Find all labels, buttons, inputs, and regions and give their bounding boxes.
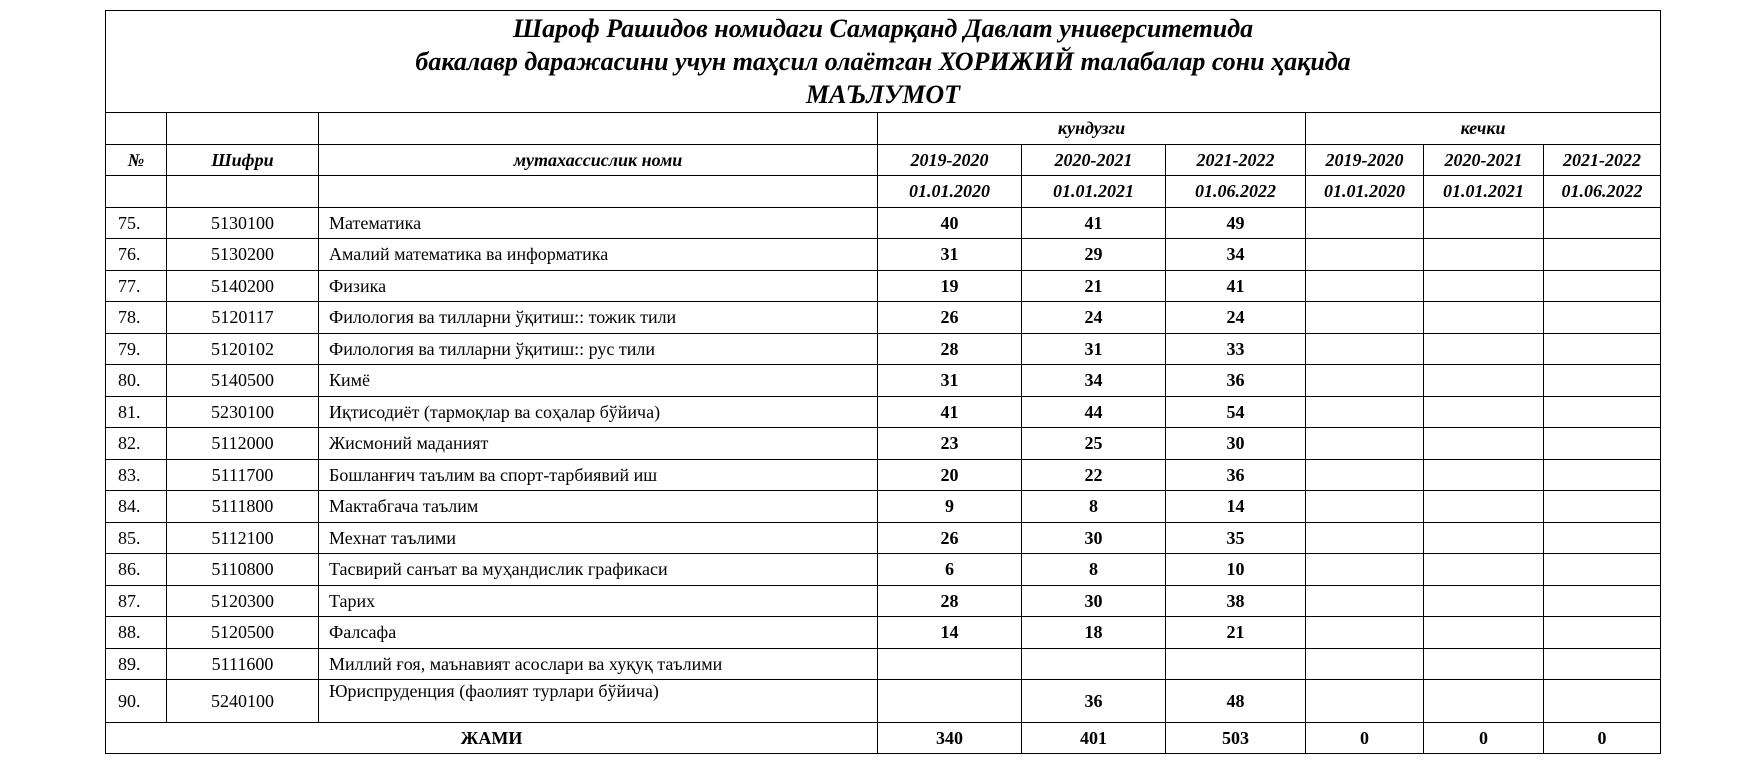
student-count	[1544, 396, 1661, 428]
total-value: 0	[1424, 723, 1544, 754]
student-count	[1306, 554, 1424, 586]
student-count: 36	[1166, 365, 1306, 397]
total-value: 0	[1306, 723, 1424, 754]
row-number: 81.	[106, 396, 167, 428]
student-count: 21	[1166, 617, 1306, 649]
student-count	[1424, 522, 1544, 554]
specialty-code: 5130100	[167, 207, 319, 239]
specialty-code: 5140200	[167, 270, 319, 302]
table-row	[106, 365, 1661, 397]
student-count	[1544, 207, 1661, 239]
header-year: 2019-2020	[1306, 144, 1424, 176]
specialty-code: 5130200	[167, 239, 319, 271]
total-row	[106, 723, 1661, 754]
header-code: Шифри	[167, 144, 319, 176]
student-count: 44	[1022, 396, 1166, 428]
student-count	[1306, 207, 1424, 239]
student-count	[1424, 428, 1544, 460]
specialty-name: Иқтисодиёт (тармоқлар ва соҳалар бўйича)	[319, 396, 878, 428]
student-count	[1424, 648, 1544, 680]
specialty-code: 5140500	[167, 365, 319, 397]
header-date: 01.01.2020	[1306, 176, 1424, 208]
specialty-name: Амалий математика ва информатика	[319, 239, 878, 271]
table-row	[106, 270, 1661, 302]
header-blank-cell	[319, 176, 878, 208]
student-count	[1544, 239, 1661, 271]
student-count	[1544, 491, 1661, 523]
student-count	[1424, 207, 1544, 239]
student-count	[1544, 585, 1661, 617]
specialty-code: 5111600	[167, 648, 319, 680]
row-number: 86.	[106, 554, 167, 586]
student-count	[1306, 617, 1424, 649]
header-date: 01.06.2022	[1544, 176, 1661, 208]
student-count: 41	[878, 396, 1022, 428]
header-year-row	[106, 144, 1661, 176]
student-count: 23	[878, 428, 1022, 460]
student-count: 6	[878, 554, 1022, 586]
student-count	[1306, 491, 1424, 523]
specialty-name: Жисмоний маданият	[319, 428, 878, 460]
student-count	[1544, 459, 1661, 491]
student-count: 31	[878, 365, 1022, 397]
student-count	[878, 680, 1022, 723]
specialty-name: Математика	[319, 207, 878, 239]
student-count	[1424, 302, 1544, 334]
student-count: 31	[878, 239, 1022, 271]
student-count: 35	[1166, 522, 1306, 554]
student-count	[1424, 270, 1544, 302]
specialty-name: Мехнат таълими	[319, 522, 878, 554]
title-row	[106, 11, 1661, 113]
header-blank-cell	[167, 176, 319, 208]
specialty-code: 5120117	[167, 302, 319, 334]
student-count	[1306, 585, 1424, 617]
student-count	[1544, 302, 1661, 334]
student-count	[1306, 648, 1424, 680]
total-label: ЖАМИ	[106, 723, 878, 754]
row-number: 80.	[106, 365, 167, 397]
header-year: 2021-2022	[1166, 144, 1306, 176]
specialty-name: Тарих	[319, 585, 878, 617]
row-number: 90.	[106, 680, 167, 723]
specialty-name: Филология ва тилларни ўқитиш:: рус тили	[319, 333, 878, 365]
data-sheet	[105, 10, 1660, 754]
student-count	[1424, 333, 1544, 365]
student-count: 25	[1022, 428, 1166, 460]
total-value: 0	[1544, 723, 1661, 754]
student-count	[1424, 554, 1544, 586]
student-count: 33	[1166, 333, 1306, 365]
table-row	[106, 491, 1661, 523]
row-number: 77.	[106, 270, 167, 302]
table-row	[106, 396, 1661, 428]
specialty-name: Бошланғич таълим ва спорт-тарбиявий иш	[319, 459, 878, 491]
student-count	[1166, 648, 1306, 680]
student-count: 24	[1166, 302, 1306, 334]
student-count: 31	[1022, 333, 1166, 365]
specialty-name: Юриспруденция (фаолият турлари бўйича)	[319, 680, 878, 723]
header-number: №	[106, 144, 167, 176]
student-count	[1306, 239, 1424, 271]
specialty-code: 5112000	[167, 428, 319, 460]
student-count	[1424, 617, 1544, 649]
student-count: 30	[1166, 428, 1306, 460]
row-number: 78.	[106, 302, 167, 334]
table-row	[106, 302, 1661, 334]
row-number: 83.	[106, 459, 167, 491]
table-row	[106, 585, 1661, 617]
student-count: 41	[1166, 270, 1306, 302]
student-count	[1544, 428, 1661, 460]
row-number: 82.	[106, 428, 167, 460]
specialty-name: Мактабгача таълим	[319, 491, 878, 523]
table-row	[106, 333, 1661, 365]
student-count	[1424, 680, 1544, 723]
row-number: 84.	[106, 491, 167, 523]
students-table	[105, 10, 1661, 754]
student-count	[1544, 617, 1661, 649]
student-count	[1306, 302, 1424, 334]
specialty-name: Тасвирий санъат ва муҳандислик графикаси	[319, 554, 878, 586]
student-count	[1306, 396, 1424, 428]
student-count	[1306, 522, 1424, 554]
table-row	[106, 680, 1661, 723]
student-count: 26	[878, 302, 1022, 334]
student-count: 30	[1022, 522, 1166, 554]
student-count: 19	[878, 270, 1022, 302]
student-count	[1306, 459, 1424, 491]
student-count: 49	[1166, 207, 1306, 239]
table-row	[106, 648, 1661, 680]
student-count	[1306, 270, 1424, 302]
table-row	[106, 522, 1661, 554]
student-count: 8	[1022, 491, 1166, 523]
student-count: 22	[1022, 459, 1166, 491]
row-number: 75.	[106, 207, 167, 239]
total-value: 401	[1022, 723, 1166, 754]
student-count	[878, 648, 1022, 680]
student-count: 10	[1166, 554, 1306, 586]
student-count: 34	[1166, 239, 1306, 271]
student-count	[1424, 396, 1544, 428]
student-count: 54	[1166, 396, 1306, 428]
header-blank-cell	[106, 176, 167, 208]
header-date: 01.01.2021	[1424, 176, 1544, 208]
specialty-code: 5120102	[167, 333, 319, 365]
header-date-row	[106, 176, 1661, 208]
student-count	[1306, 333, 1424, 365]
student-count: 30	[1022, 585, 1166, 617]
student-count: 26	[878, 522, 1022, 554]
student-count: 34	[1022, 365, 1166, 397]
specialty-code: 5111700	[167, 459, 319, 491]
student-count	[1306, 428, 1424, 460]
student-count: 18	[1022, 617, 1166, 649]
row-number: 88.	[106, 617, 167, 649]
specialty-name: Кимё	[319, 365, 878, 397]
table-row	[106, 428, 1661, 460]
table-row	[106, 459, 1661, 491]
title-line-2: бакалавр даражасини учун таҳсил олаётган ХОРИЖИЙ талабалар сони ҳақида	[415, 47, 1351, 76]
student-count	[1544, 365, 1661, 397]
specialty-name: Миллий ғоя, маънавият асослари ва хуқуқ таълими	[319, 648, 878, 680]
student-count	[1306, 680, 1424, 723]
student-count	[1544, 522, 1661, 554]
student-count: 38	[1166, 585, 1306, 617]
total-value: 503	[1166, 723, 1306, 754]
title-line-3: МАЪЛУМОТ	[806, 80, 960, 109]
table-row	[106, 239, 1661, 271]
student-count: 36	[1022, 680, 1166, 723]
student-count: 14	[1166, 491, 1306, 523]
header-blank-cell	[106, 113, 167, 145]
student-count	[1424, 459, 1544, 491]
student-count: 48	[1166, 680, 1306, 723]
student-count: 40	[878, 207, 1022, 239]
header-date: 01.01.2020	[878, 176, 1022, 208]
row-number: 89.	[106, 648, 167, 680]
student-count: 28	[878, 585, 1022, 617]
student-count	[1306, 365, 1424, 397]
student-count: 29	[1022, 239, 1166, 271]
header-blank-cell	[167, 113, 319, 145]
specialty-code: 5120500	[167, 617, 319, 649]
student-count	[1544, 648, 1661, 680]
header-year: 2020-2021	[1424, 144, 1544, 176]
header-group-day: кундузги	[878, 113, 1306, 145]
table-row	[106, 554, 1661, 586]
student-count	[1424, 365, 1544, 397]
header-specialty-name: мутахассислик номи	[319, 144, 878, 176]
student-count: 9	[878, 491, 1022, 523]
document-title	[106, 11, 1661, 113]
header-date: 01.06.2022	[1166, 176, 1306, 208]
student-count	[1022, 648, 1166, 680]
row-number: 85.	[106, 522, 167, 554]
student-count: 28	[878, 333, 1022, 365]
student-count: 21	[1022, 270, 1166, 302]
header-blank-cell	[319, 113, 878, 145]
table-row	[106, 207, 1661, 239]
student-count	[1424, 491, 1544, 523]
specialty-name: Фалсафа	[319, 617, 878, 649]
student-count	[1544, 554, 1661, 586]
specialty-code: 5240100	[167, 680, 319, 723]
specialty-code: 5110800	[167, 554, 319, 586]
student-count	[1544, 680, 1661, 723]
student-count: 20	[878, 459, 1022, 491]
row-number: 87.	[106, 585, 167, 617]
header-group-row	[106, 113, 1661, 145]
title-line-1: Шароф Рашидов номидаги Самарқанд Давлат университетида	[512, 14, 1254, 43]
table-row	[106, 617, 1661, 649]
row-number: 76.	[106, 239, 167, 271]
header-year: 2021-2022	[1544, 144, 1661, 176]
specialty-name: Физика	[319, 270, 878, 302]
specialty-name: Филология ва тилларни ўқитиш:: тожик тили	[319, 302, 878, 334]
specialty-code: 5230100	[167, 396, 319, 428]
student-count	[1424, 585, 1544, 617]
student-count	[1424, 239, 1544, 271]
row-number: 79.	[106, 333, 167, 365]
student-count	[1544, 270, 1661, 302]
student-count: 24	[1022, 302, 1166, 334]
header-year: 2020-2021	[1022, 144, 1166, 176]
student-count: 36	[1166, 459, 1306, 491]
header-group-evening: кечки	[1306, 113, 1661, 145]
specialty-code: 5120300	[167, 585, 319, 617]
specialty-code: 5111800	[167, 491, 319, 523]
student-count: 8	[1022, 554, 1166, 586]
total-value: 340	[878, 723, 1022, 754]
specialty-code: 5112100	[167, 522, 319, 554]
student-count: 41	[1022, 207, 1166, 239]
student-count	[1544, 333, 1661, 365]
header-year: 2019-2020	[878, 144, 1022, 176]
student-count: 14	[878, 617, 1022, 649]
header-date: 01.01.2021	[1022, 176, 1166, 208]
